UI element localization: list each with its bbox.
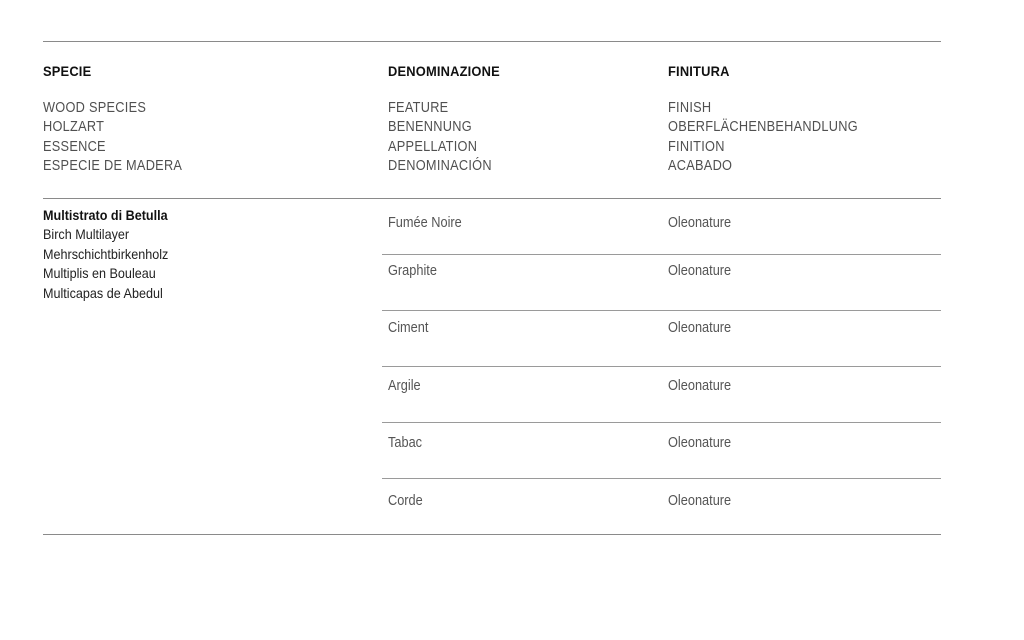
finish-translations (668, 99, 858, 177)
species-name-es: Multicapas de Abedul (43, 284, 163, 301)
feature-translations (388, 99, 492, 177)
feature-translation-en: FEATURE (388, 100, 449, 116)
top-rule (43, 41, 941, 42)
header-feature: DENOMINAZIONE (388, 63, 500, 79)
row-divider (382, 422, 941, 423)
species-translation-es: ESPECIE DE MADERA (43, 158, 183, 175)
bottom-rule (43, 534, 941, 535)
row-divider (382, 478, 941, 479)
feature-translation-fr: APPELLATION (388, 138, 478, 155)
row-1-feature: Fumée Noire (388, 215, 462, 231)
row-5-finish: Oleonature (668, 435, 732, 451)
species-block (43, 206, 168, 303)
species-name-de: Mehrschichtbirkenholz (43, 245, 169, 262)
species-name-fr: Multiplis en Bouleau (43, 265, 156, 282)
species-translation-fr: ESSENCE (43, 138, 106, 155)
feature-translation-es: DENOMINACIÓN (388, 158, 492, 175)
header-species: SPECIE (43, 63, 92, 79)
finish-translation-es: ACABADO (668, 158, 733, 175)
header-finish: FINITURA (668, 63, 730, 79)
row-3-finish: Oleonature (668, 320, 732, 336)
row-2-finish: Oleonature (668, 263, 732, 279)
row-4-finish: Oleonature (668, 378, 732, 394)
row-6-finish: Oleonature (668, 493, 732, 509)
row-6-feature: Corde (388, 493, 423, 509)
row-3-feature: Ciment (388, 320, 429, 336)
row-divider (382, 310, 941, 311)
species-translation-de: HOLZART (43, 119, 105, 136)
finish-translation-de: OBERFLÄCHENBEHANDLUNG (668, 119, 858, 136)
species-name-en: Birch Multilayer (43, 226, 130, 243)
species-translations (43, 99, 182, 177)
finish-translation-fr: FINITION (668, 138, 725, 155)
row-1-finish: Oleonature (668, 215, 732, 231)
row-5-feature: Tabac (388, 435, 423, 451)
header-rule (43, 198, 941, 199)
row-divider (382, 366, 941, 367)
finish-translation-en: FINISH (668, 100, 712, 116)
row-divider (382, 254, 941, 255)
row-4-feature: Argile (388, 378, 421, 394)
feature-translation-de: BENENNUNG (388, 119, 472, 136)
species-name-it: Multistrato di Betulla (43, 207, 168, 223)
species-translation-en: WOOD SPECIES (43, 100, 147, 116)
row-2-feature: Graphite (388, 263, 437, 279)
